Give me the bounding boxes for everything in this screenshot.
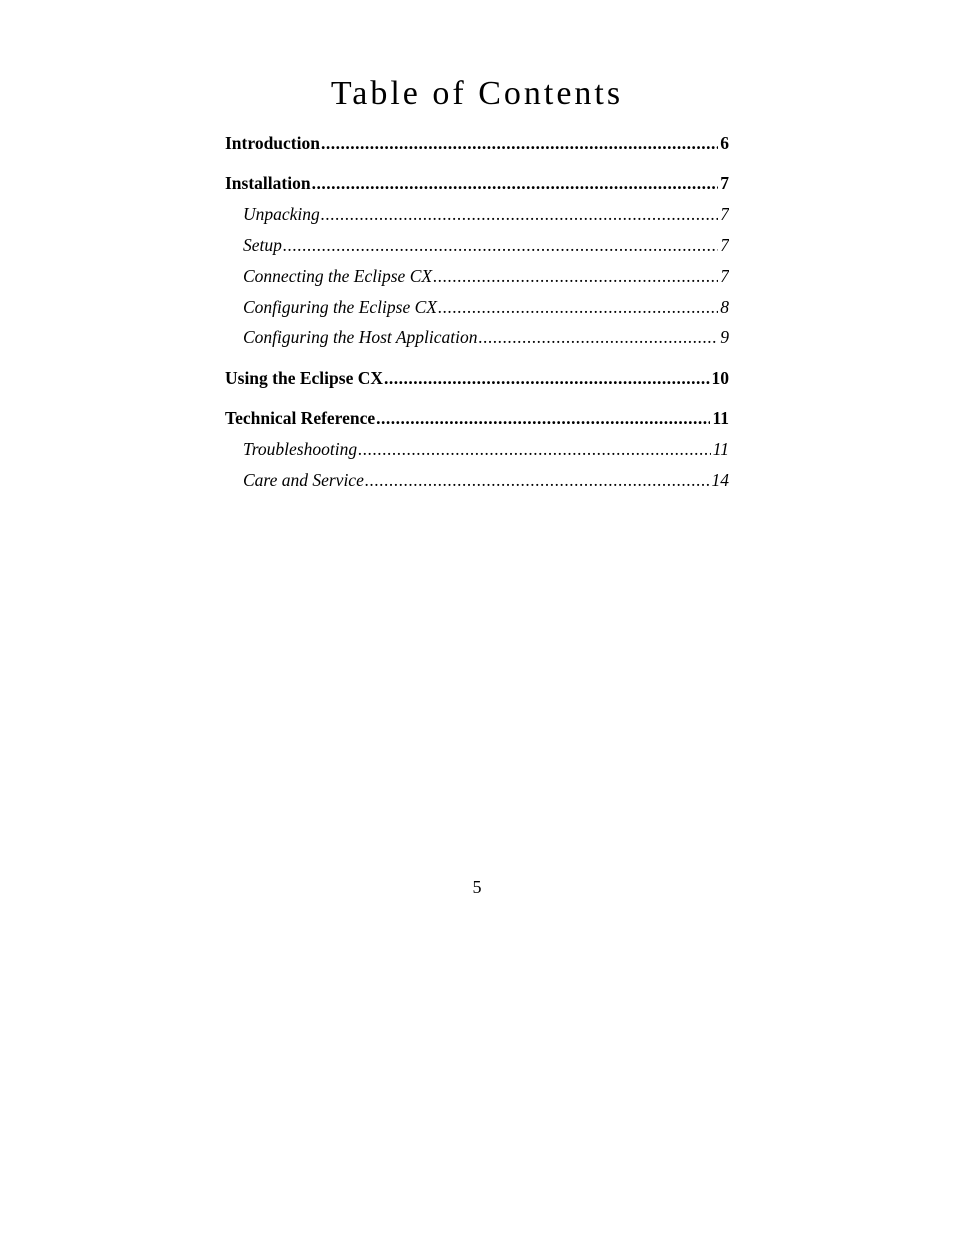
toc-entry-label: Installation [225,173,311,193]
toc-entry-configuring-eclipse[interactable] [243,295,729,319]
toc-entry-unpacking[interactable] [243,202,729,226]
toc-entry-troubleshooting[interactable] [243,437,729,461]
toc-entry-page: 8 [720,297,729,317]
toc-entry-page: 7 [720,266,729,286]
toc-entry-label: Setup [243,235,282,255]
toc-entry-page: 7 [720,204,729,224]
dot-leader [321,202,718,226]
dot-leader [312,171,719,195]
page-title: Table of Contents [330,75,624,112]
toc-entry-label: Introduction [225,133,320,153]
toc-entry-page: 6 [720,133,729,153]
toc-entry-label: Connecting the Eclipse CX [243,266,433,286]
toc-entry-connecting[interactable] [243,264,729,288]
toc-entry-page: 7 [720,235,729,255]
toc-entry-introduction[interactable] [225,131,729,155]
toc-entry-label: Care and Service [243,470,364,490]
dot-leader [365,468,710,492]
toc-entry-page: 10 [711,368,729,388]
toc-entry-page: 11 [712,408,729,428]
toc-entry-configuring-host[interactable] [243,325,729,349]
toc-entry-using[interactable] [225,366,729,390]
toc-entry-page: 14 [711,470,729,490]
page-number: 5 [472,877,482,897]
dot-leader [321,131,718,155]
toc-entry-page: 9 [720,327,729,347]
toc-entry-label: Technical Reference [225,408,376,428]
dot-leader [283,233,718,257]
toc-entry-label: Using the Eclipse CX [225,368,383,388]
dot-leader [438,295,718,319]
toc-entry-page: 7 [720,173,729,193]
toc-entry-label: Configuring the Host Application [243,327,478,347]
toc-entry-label: Troubleshooting [243,439,358,459]
dot-leader [478,325,718,349]
toc-entry-care-service[interactable] [243,468,729,492]
dot-leader [358,437,711,461]
dot-leader [384,366,710,390]
dot-leader [433,264,718,288]
dot-leader [376,406,710,430]
toc-entry-setup[interactable] [243,233,729,257]
toc-entry-installation[interactable] [225,171,729,195]
toc-entry-label: Configuring the Eclipse CX [243,297,437,317]
toc-entry-label: Unpacking [243,204,320,224]
toc-entry-technical-reference[interactable] [225,406,729,430]
toc-entry-page: 11 [712,439,729,459]
